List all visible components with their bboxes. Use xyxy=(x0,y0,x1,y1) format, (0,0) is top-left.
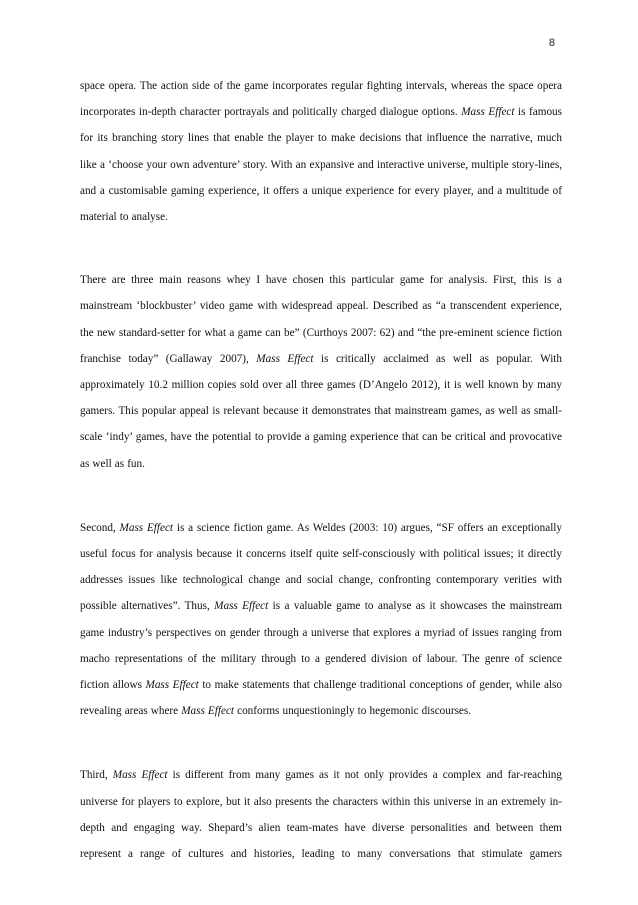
paragraph-1 xyxy=(80,73,562,230)
italic-title: Mass Effect xyxy=(214,600,269,613)
text-run: Third, xyxy=(80,769,113,782)
italic-title: Mass Effect xyxy=(181,705,235,718)
italic-title: Mass Effect xyxy=(112,769,168,782)
text-run: Second, xyxy=(80,521,120,534)
text-run: conforms unquestioningly to hegemonic discourses. xyxy=(234,705,472,718)
text-run: to make statements that challenge traditional conceptions of gender, while also revealing areas where xyxy=(80,679,562,718)
italic-title: Mass Effect xyxy=(256,352,314,365)
text-run: space opera. The action side of the game incorporates regular fighting intervals, whereas the space opera incorporates in-depth character portrayals and politically charged dialogue options. xyxy=(80,80,562,119)
italic-title: Mass Effect xyxy=(145,679,199,692)
text-run: is famous for its branching story lines that enable the player to make decisions that influence the narrative, much like a ‘choose your own adventure’ story. With an expansive and interactive universe, multiple story-lines, and a customisable gaming experience, it offers a unique experience for every player, and a multitude of material to analyse. xyxy=(80,106,562,224)
body-text xyxy=(80,73,562,905)
text-run: is different from many games as it not only provides a complex and far-reaching universe for players to explore, but it also presents the characters within this universe in an extremely in-depth and engaging way. Shepard’s alien team-mates have diverse personalities and between them represent a range of cultures and histories, leading to many conversations that stimulate gamers xyxy=(80,769,562,861)
paragraph-3 xyxy=(80,515,562,725)
text-run: There are three main reasons whey I have chosen this particular game for analysis. First, this is a mainstream ‘blockbuster’ video game with widespread appeal. Described as “a transcendent experience, the new standard-setter for what a game can be” (Curthoys 2007: 62) and “the pre-eminent science fiction franchise today” (Gallaway 2007), xyxy=(80,274,562,365)
text-run: is a valuable game to analyse as it showcases the mainstream game industry’s perspectives on gender through a universe that explores a myriad of issues ranging from macho representations of the military through to a gendered division of labour. The genre of science fiction allows xyxy=(80,600,563,692)
paragraph-4 xyxy=(80,762,562,867)
italic-title: Mass Effect xyxy=(461,106,515,119)
text-run: is critically acclaimed as well as popular. With approximately 10.2 million copies sold over all three games (D’Angelo 2012), it is well known by many gamers. This popular appeal is relevant because it demonstrates that mainstream games, as well as small-scale ‘indy’ games, have the potential to provide a gaming experience that can be critical and provocative as well as fun. xyxy=(80,352,563,470)
paragraph-2 xyxy=(80,267,562,477)
italic-title: Mass Effect xyxy=(119,521,174,534)
text-run: is a science fiction game. As Weldes (2003: 10) argues, “SF offers an exceptionally useful focus for analysis because it concerns itself quite self-consciously with political issues; it directly addresses issues like technological change and social change, confronting contemporary verities with possible alternatives”. Thus, xyxy=(80,521,563,613)
page-number: 8 xyxy=(548,37,555,49)
